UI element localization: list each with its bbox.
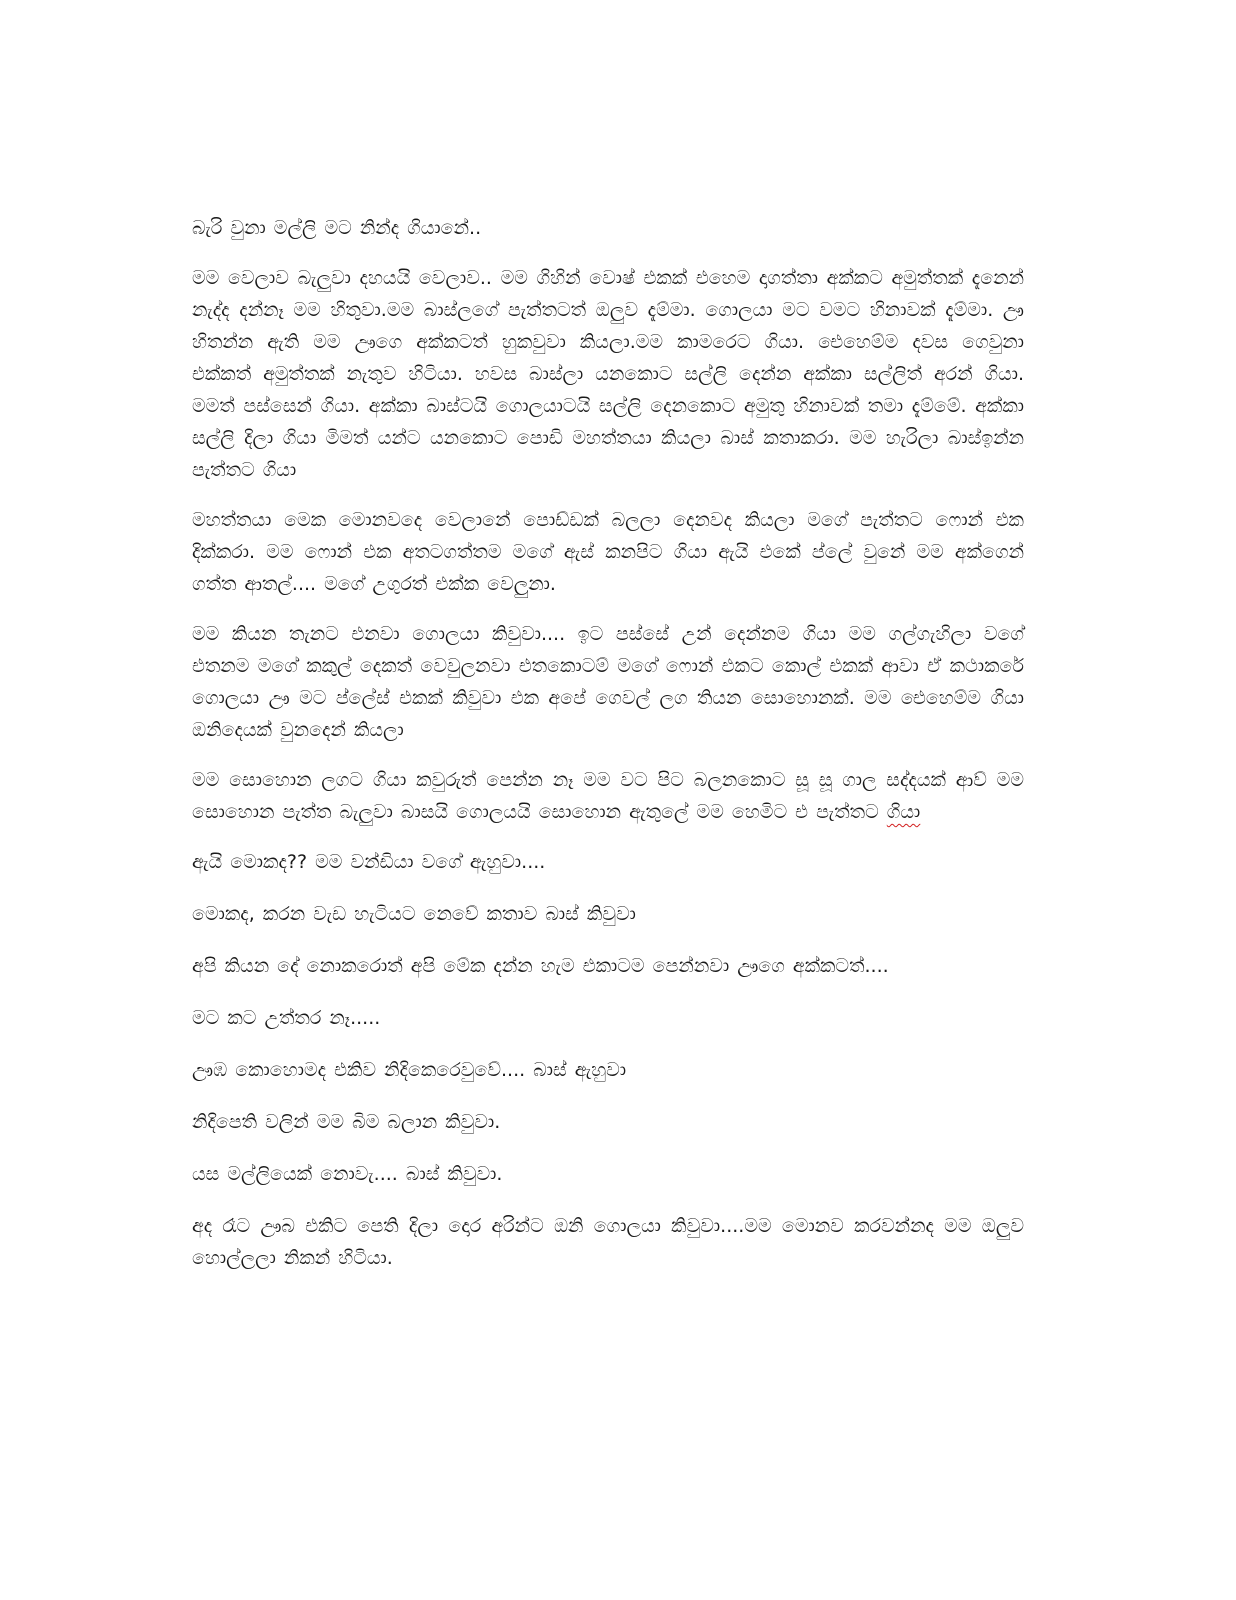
paragraph-6: ඇයි මොකද?? මම වන්ඩියා වගේ ඇහුවා.... <box>192 851 546 873</box>
paragraph-5-text: මම සොහොන ලගට ගියා කවුරුත් පෙන්න නෑ මම වට පිට බලනකොට සූ සූ ගාල සද්දයක් ආව් මම සොහොන පැත්ත බැලුවා බාසයි ගොලයයි සොහොන ඇතුලේ මම හෙමිට එ පැත්තට <box>192 769 1024 823</box>
spellcheck-marked-word[interactable]: ගියා <box>886 801 921 823</box>
paragraph-12: යස මල්ලියෙක් නොවැ.... බාස් කිවුවා. <box>192 1163 503 1185</box>
paragraph-8: අපි කියන දේ නොකරොත් අපි මේක දන්න හැම එකාටම පෙන්නවා ඌගෙ අක්කටත්.... <box>192 955 889 977</box>
paragraph-3: මහත්තයා මෙක මොනවදෙ වෙලානේ පොඩ්ඩක් බලලා දෙනවද කියලා මගේ පැත්තට ෆොන් එක දික්කරා. මම ෆොන් එක අතටගත්තම මගේ ඇස් කනපිට ගියා ඇයි එකේ ප්ලේ වුනේ මම අක්ගෙන් ගත්ත ආතල්.... මගේ උගුරත් එක්ක වෙලුනා. <box>192 509 1024 595</box>
paragraph-1: බැරි වුනා මල්ලි මට නින්ද ගියානේ.. <box>192 217 482 239</box>
paragraph-10: ඌඹ කොහොමද එකිව නිදිකෙරෙවුවේ.... බාස් ඇහුවා <box>192 1059 627 1081</box>
paragraph-2: මම වෙලාව බැලුවා දහයයි වෙලාව.. මම ගිහින් වොෂ් එකක් එහෙම දාගත්තා අක්කට අමුත්තක් දැනෙන් නැද්ද දන්නෑ මම හිතුවා.මම බාස්ලගේ පැත්තටත් ඔලුව දැම්මා. ගොලයා මට වමට හිනාවක් දැම්මා. ඌ හිතන්න ඇති මම ඌගෙ අක්කටත් හුකවුවා කියලා.මම කාමරෙට ගියා. ඓහෙම්ම දවස ගෙවුනා එක්කත් අමුත්තක් නැතුව හිටියා. හවස බාස්ලා යනකොට සල්ලි දෙන්න අක්කා සල්ලිත් අරන් ගියා. මමත් පස්සෙන් ගියා. අක්කා බාස්ටයි ගොලයාටයි සල්ලි දෙනකොට අමුතු හිනාවක් තමා දැම්මේ. අක්කා සල්ලි දිලා ගියා මිමත් යන්ට යනකොට පොඩි මහත්තයා කියලා බාස් කතාකරා. මම හැරිලා බාස්ඉන්න පැත්තට ගියා <box>192 267 1024 481</box>
paragraph-13: අද රෑට ඌබ එකිට පෙති දිලා දොර අරින්ට ඔනි ගොලයා කිවුවා....මම මොනව කරවන්නද මම ඔලුව හොල්ලලා නිකන් හිටියා. <box>192 1215 1024 1269</box>
paragraph-4: මම කියන තැනට එනවා ගොලයා කිවුවා.... ඉට පස්සේ උන් දෙන්නම ගියා මම ගල්ගැහිලා වගේ එතනම මගේ කකුල් දෙකත් වෙවුලනවා එතකොටම් මගේ ෆොන් එකට කොල් එකක් ආවා ඒ කථාකරේ ගොලයා ඌ මට ප්ලේස් එකක් කිවුවා එක අපේ ගෙවල් ලග තියන සොහොනක්. මම ඓහෙම්ම ගියා ඔනිදෙයක් වුනදෙන් කියලා <box>192 623 1024 741</box>
document-page <box>192 212 1024 1292</box>
paragraph-11: නිදිපෙති වලින් මම බිම බලාන කිවුවා. <box>192 1111 501 1133</box>
paragraph-5 <box>192 764 1024 828</box>
paragraph-9: මට කට උත්තර නෑ..... <box>192 1007 381 1029</box>
paragraph-7: මොකද, කරන වැඩ හැටියට නෙවේ කතාව බාස් කිවුවා <box>192 903 636 925</box>
